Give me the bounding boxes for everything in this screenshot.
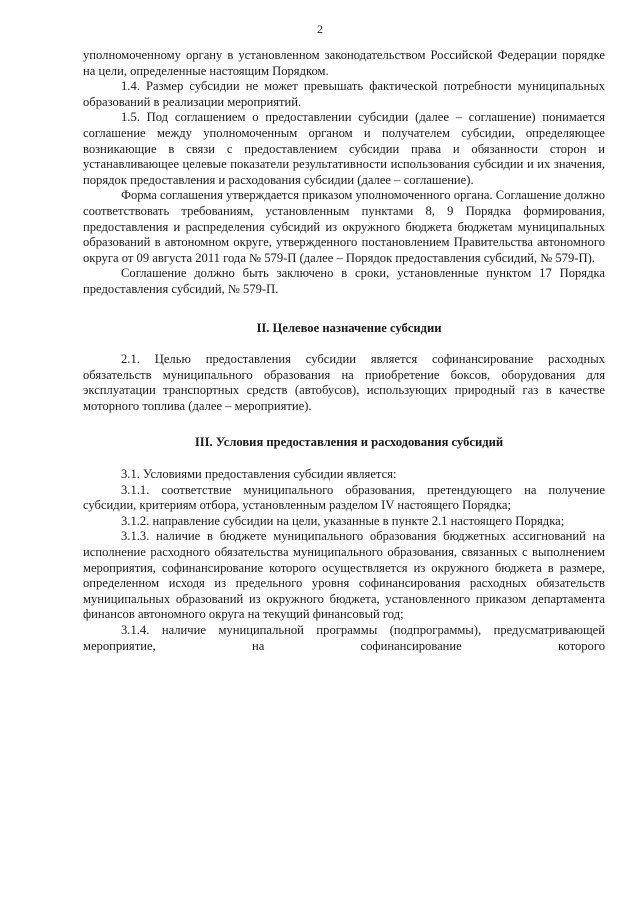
paragraph-2-1: 2.1. Целью предоставления субсидии является софинансирование расходных обязательств муниципального образования на приобретение боксов, оборудования для эксплуатации транспортных средств (автобусов), использующих природный газ в качестве моторного топлива (далее – мероприятие). [83,352,605,413]
section-2-heading: II. Целевое назначение субсидии [256,320,442,335]
page-number: 2 [317,22,323,36]
document-body [83,48,605,654]
paragraph-3-1-1: 3.1.1. соответствие муниципального образования, претендующего на получение субсидии, критериям отбора, установленным разделом IV настоящего Порядка; [83,482,605,513]
paragraph-agreement-form: Форма соглашения утверждается приказом уполномоченного органа. Соглашение должно соответствовать требованиям, установленным пунктами 8, 9 Порядка формирования, предоставления и распределения субсидий из окружного бюджета бюджетам муниципальных образований в автономном округе, утвержденного постановлением Правительства автономного округа от 09 августа 2011 года № 579-П (далее – Порядок предоставления субсидий, № 579-П). [83,188,605,265]
paragraph-3-1-3: 3.1.3. наличие в бюджете муниципального образования бюджетных ассигнований на исполнение расходного обязательства муниципального образования, связанных с выполнением мероприятия, софинансирование которого осуществляется из окружного бюджета в размере, определенном исходя из предельного уровня софинансирования расходных обязательств муниципальных образований из окружного бюджета, установленного приказом департамента финансов автономного округа на текущий финансовый год; [83,529,605,622]
paragraph-3-1-2: 3.1.2. направление субсидии на цели, указанные в пункте 2.1 настоящего Порядка; [121,513,565,528]
paragraph-1-5: 1.5. Под соглашением о предоставлении субсидии (далее – соглашение) понимается соглашение между уполномоченным органом и получателем субсидии, определяющее возникающие в связи с предоставлением субсидии права и обязанности сторон и устанавливающее целевые показатели результативности использования субсидии и их значения, порядок предоставления и расходования субсидии (далее – соглашение). [83,110,605,187]
paragraph-3-1-4: 3.1.4. наличие муниципальной программы (подпрограммы), предусматривающей мероприятие, на софинансирование которого [83,623,605,653]
paragraph-1-4: 1.4. Размер субсидии не может превышать фактической потребности муниципальных образований в реализации мероприятий. [83,79,605,109]
paragraph-3-1: 3.1. Условиями предоставления субсидии является: [121,467,397,482]
paragraph-continuation: уполномоченному органу в установленном законодательством Российской Федерации порядке на цели, определенные настоящим Порядком. [83,48,605,78]
section-3-heading: III. Условия предоставления и расходования субсидий [194,435,504,450]
paragraph-agreement-deadline: Соглашение должно быть заключено в сроки, установленные пунктом 17 Порядка предоставления субсидий, № 579-П. [83,266,605,296]
